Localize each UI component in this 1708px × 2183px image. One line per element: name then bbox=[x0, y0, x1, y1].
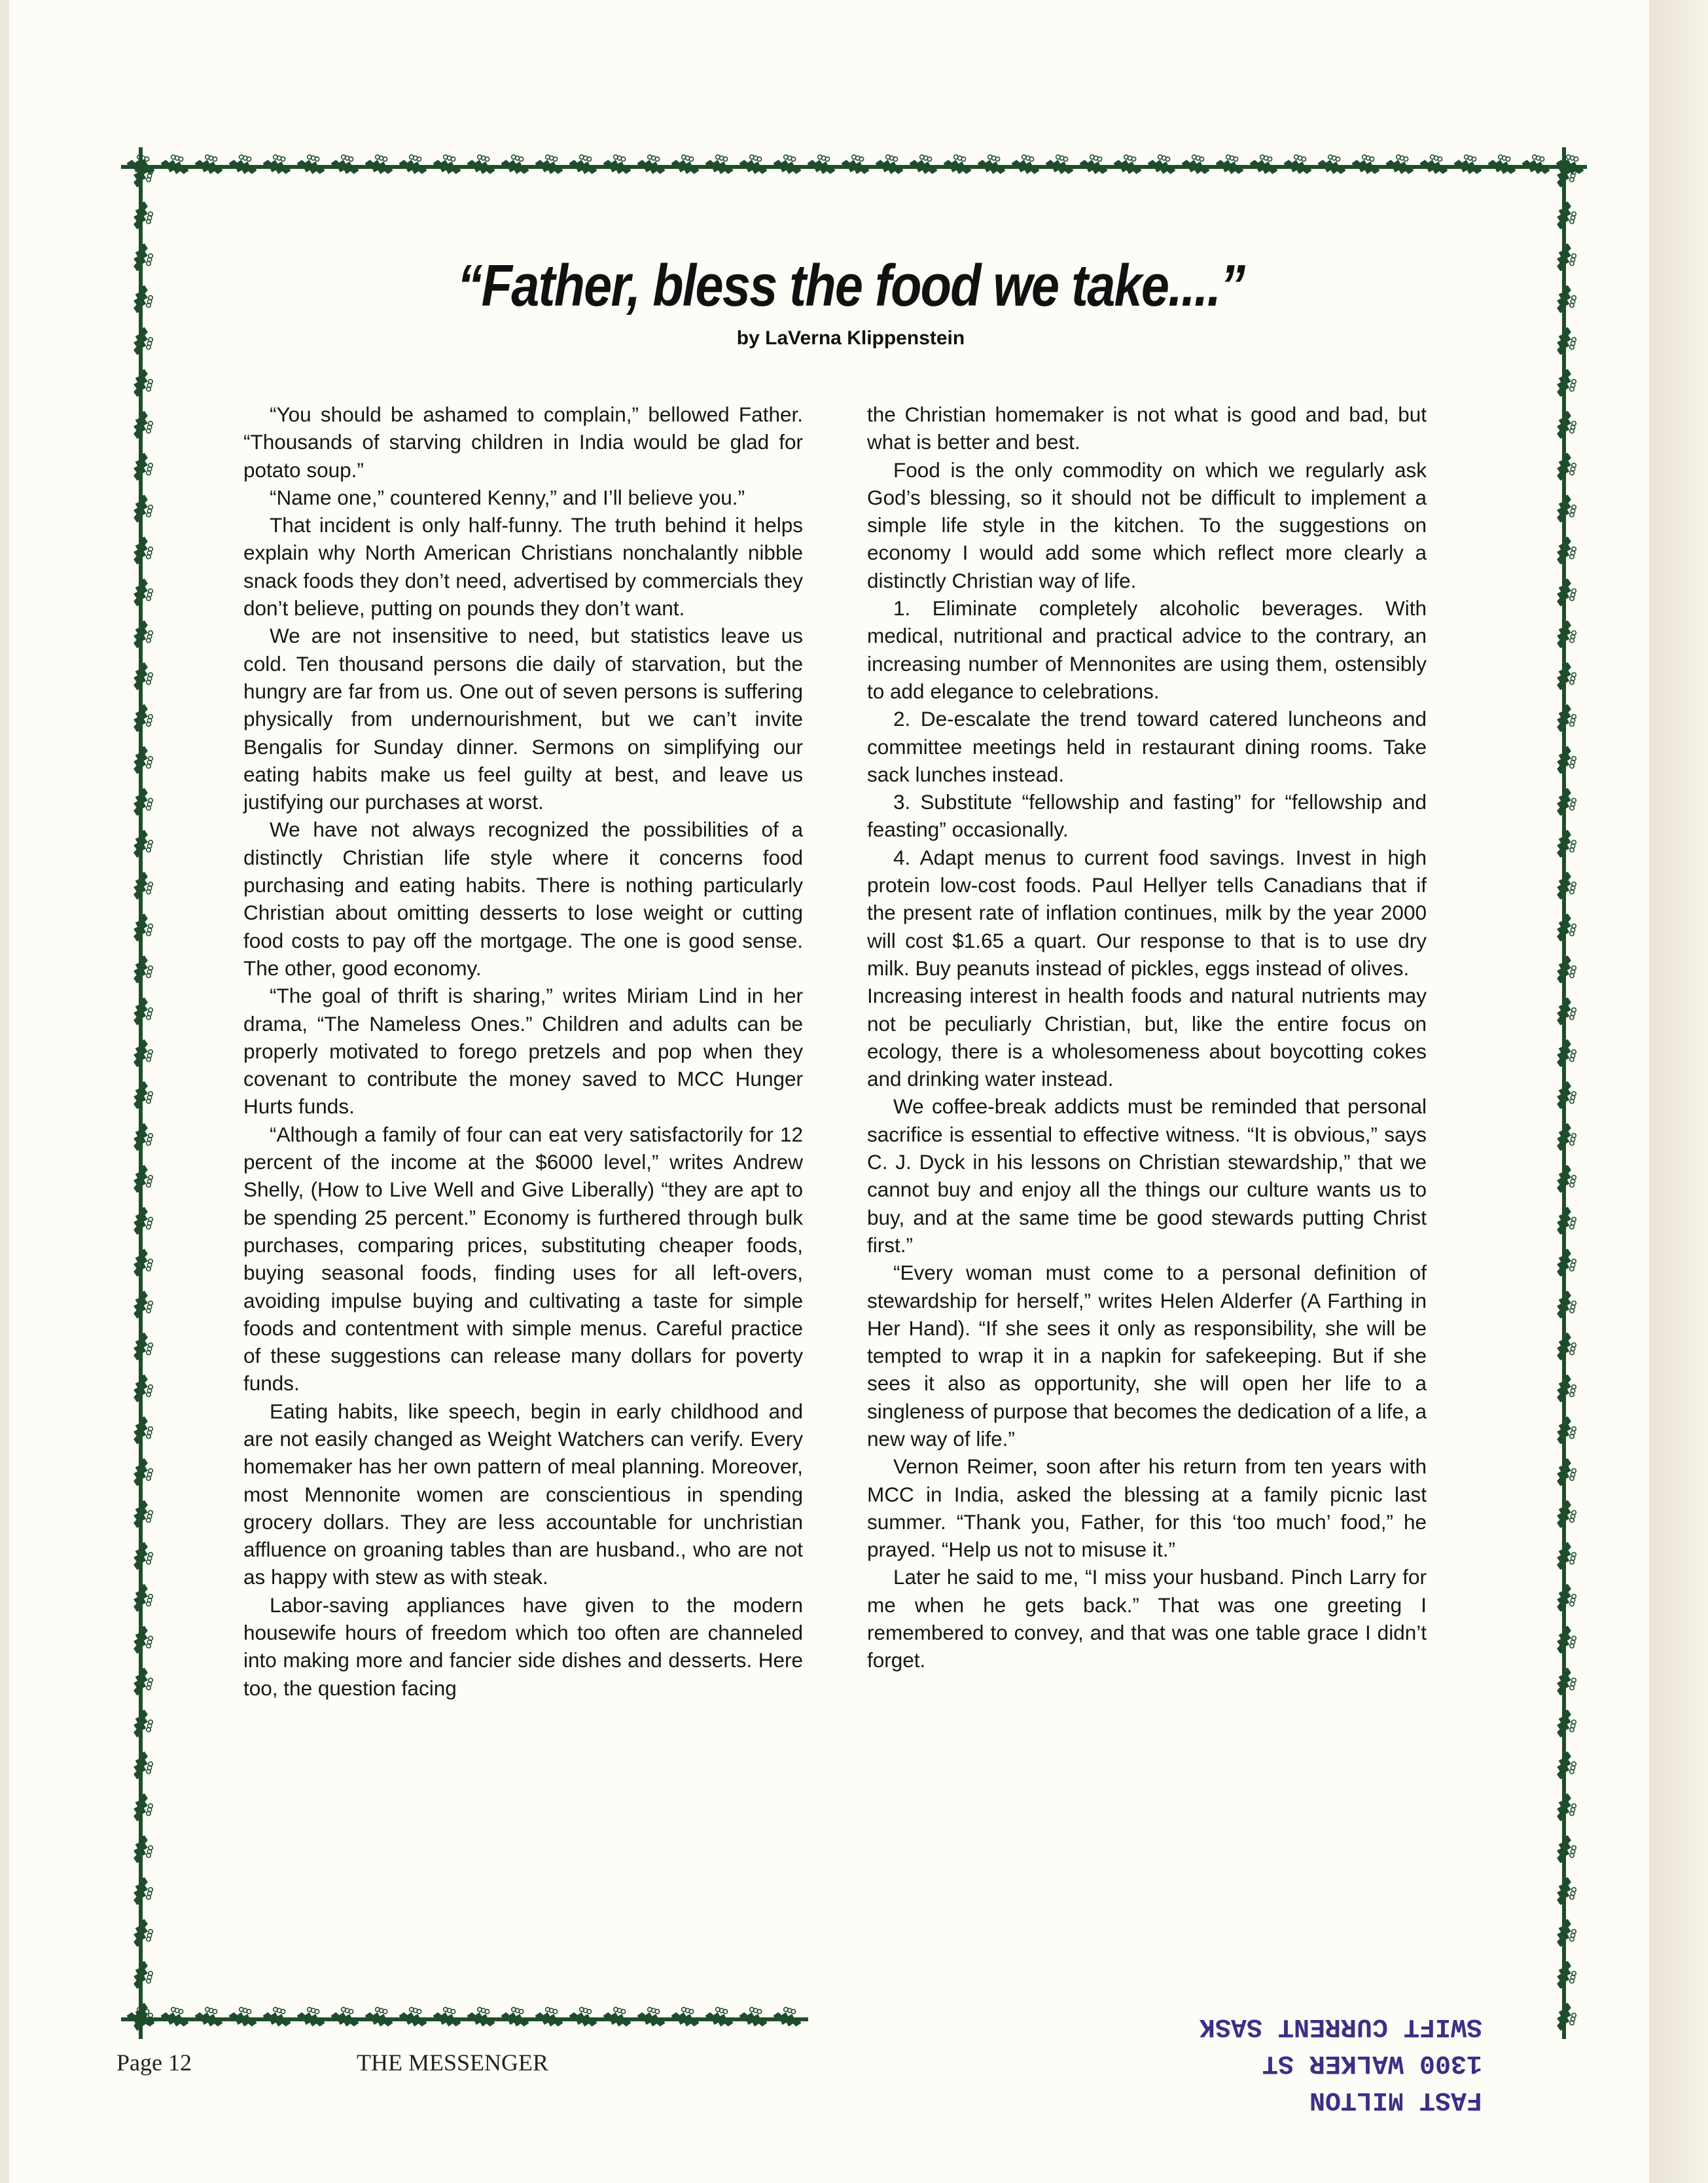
paragraph: Eating habits, like speech, begin in early childhood and are not easily changed as Weight Watchers can verify. Every homemaker has her own pattern of meal planning. Moreover, most Mennonite women are conscientious in spending grocery dollars. They are less accountable for unchristian affluence on groaning tables than are husband., who are not as happy with stew as with steak. bbox=[243, 1399, 803, 1589]
paragraph: Food is the only commodity on which we regularly ask God’s blessing, so it should not be difficult to implement a simple life style in the kitchen. To the suggestions on economy I would add some which reflect more clearly a distinctly Christian way of life. bbox=[867, 458, 1427, 592]
holly-border-left bbox=[121, 147, 160, 2039]
address-stamp bbox=[1142, 2000, 1482, 2118]
paragraph: the Christian homemaker is not what is good and bad, but what is better and best. bbox=[867, 403, 1427, 454]
paragraph: That incident is only half-funny. The truth behind it helps explain why North American Christians nonchalantly nibble snack foods they don’t need, advertised by commercials they don’t believe, putting on pounds they don’t want. bbox=[243, 513, 803, 621]
holly-border-right bbox=[1544, 147, 1584, 2039]
article-byline: by LaVerna Klippenstein bbox=[736, 327, 965, 349]
paragraph: Later he said to me, “I miss your husband. Pinch Larry for me when he gets back.” That was one greeting I remembered to convey, and that was one table grace I didn’t forget. bbox=[867, 1565, 1427, 1672]
paragraph: We are not insensitive to need, but statistics leave us cold. Ten thousand persons die daily of starvation, but the hungry are far from us. One out of seven persons is suffering physically from undernourishment, but we can’t invite Bengalis for Sunday dinner. Sermons on simplifying our eating habits make us feel guilty at best, and leave us justifying our purchases at worst. bbox=[243, 624, 803, 814]
article-title: “Father, bless the food we take....” bbox=[457, 253, 1245, 319]
list-item: 2. De-escalate the trend toward catered luncheons and committee meetings held in restaurant dining rooms. Take sack lunches instead. bbox=[867, 707, 1427, 786]
paragraph: “You should be ashamed to complain,” bellowed Father. “Thousands of starving children in India would be glad for potato soup.” bbox=[243, 403, 803, 482]
stamp-line: 1300 WALKER ST bbox=[1262, 2048, 1482, 2078]
list-item: 3. Substitute “fellowship and fasting” for “fellowship and feasting” occasionally. bbox=[867, 790, 1427, 842]
magazine-name: THE MESSENGER bbox=[357, 2049, 549, 2076]
article-column-right bbox=[867, 401, 1427, 1674]
stamp-line: FAST MILTON bbox=[1309, 2085, 1482, 2114]
holly-border-bottom bbox=[121, 2000, 808, 2039]
paragraph: “Although a family of four can eat very satisfactorily for 12 percent of the income at the $6000 level,” writes Andrew Shelly, (How to Live Well and Give Liberally) “they are apt to be spending 25 percent.” Economy is furthered through bulk purchases, comparing prices, substituting cheaper foods, buying seasonal foods, finding uses for all left-overs, avoiding impulse buying and cultivating a taste for simple foods and contentment with simple menus. Careful practice of these suggestions can release many dollars for poverty funds. bbox=[243, 1122, 803, 1396]
paragraph: “Name one,” countered Kenny,” and I’ll believe you.” bbox=[270, 485, 745, 509]
paragraph: We coffee-break addicts must be reminded that personal sacrifice is essential to effective witness. “It is obvious,” says C. J. Dyck in his lessons on Christian stewardship,” that we cannot buy and enjoy all the things our culture wants us to buy, and at the same time be good stewards putting Christ first.” bbox=[867, 1094, 1427, 1257]
page-edge-right bbox=[1649, 0, 1708, 2183]
list-item: 1. Eliminate completely alcoholic beverages. With medical, nutritional and practical advice to the contrary, an increasing number of Mennonites are using them, ostensibly to add elegance to celebrations. bbox=[867, 596, 1427, 703]
paragraph: Increasing interest in health foods and natural nutrients may not be peculiarly Christian, but, like the entire focus on ecology, there is a wholesomeness about boycotting cokes and drinking water instead. bbox=[867, 984, 1427, 1091]
stamp-line: SWIFT CURRENT SASK bbox=[1199, 2012, 1482, 2041]
holly-border-top bbox=[121, 147, 1587, 187]
list-item: 4. Adapt menus to current food savings. Invest in high protein low-cost foods. Paul Hellyer tells Canadians that if the present rate of inflation continues, milk by the year 2000 will cost $1.65 a quart. Our response to that is to use dry milk. Buy peanuts instead of pickles, eggs instead of olives. bbox=[867, 845, 1427, 980]
paragraph: We have not always recognized the possibilities of a distinctly Christian life style where it concerns food purchasing and eating habits. There is nothing particularly Christian about omitting desserts to lose weight or cutting food costs to pay off the mortgage. The one is good sense. The other, good economy. bbox=[243, 818, 803, 980]
page-number: Page 12 bbox=[116, 2049, 192, 2076]
page-edge-left bbox=[0, 0, 9, 2183]
paragraph: “Every woman must come to a personal definition of stewardship for herself,” writes Helen Alderfer (A Farthing in Her Hand). “If she sees it only as responsibility, she will be tempted to wrap it in a napkin for safekeeping. But if she sees it also as opportunity, she will open her life to a singleness of purpose that becomes the dedication of a life, a new way of life.” bbox=[867, 1261, 1427, 1451]
paragraph: Vernon Reimer, soon after his return from ten years with MCC in India, asked the blessing at a family picnic last summer. “Thank you, Father, for this ‘too much’ food,” he prayed. “Help us not to misuse it.” bbox=[867, 1454, 1427, 1562]
paragraph: Labor-saving appliances have given to the modern housewife hours of freedom which too often are channeled into making more and fancier side dishes and desserts. Here too, the question facing bbox=[243, 1593, 803, 1700]
paragraph: “The goal of thrift is sharing,” writes Miriam Lind in her drama, “The Nameless Ones.” Children and adults can be properly motivated to forego pretzels and pop when they covenant to contribute the money saved to MCC Hunger Hurts funds. bbox=[243, 984, 803, 1119]
article-column-left bbox=[243, 401, 803, 1702]
